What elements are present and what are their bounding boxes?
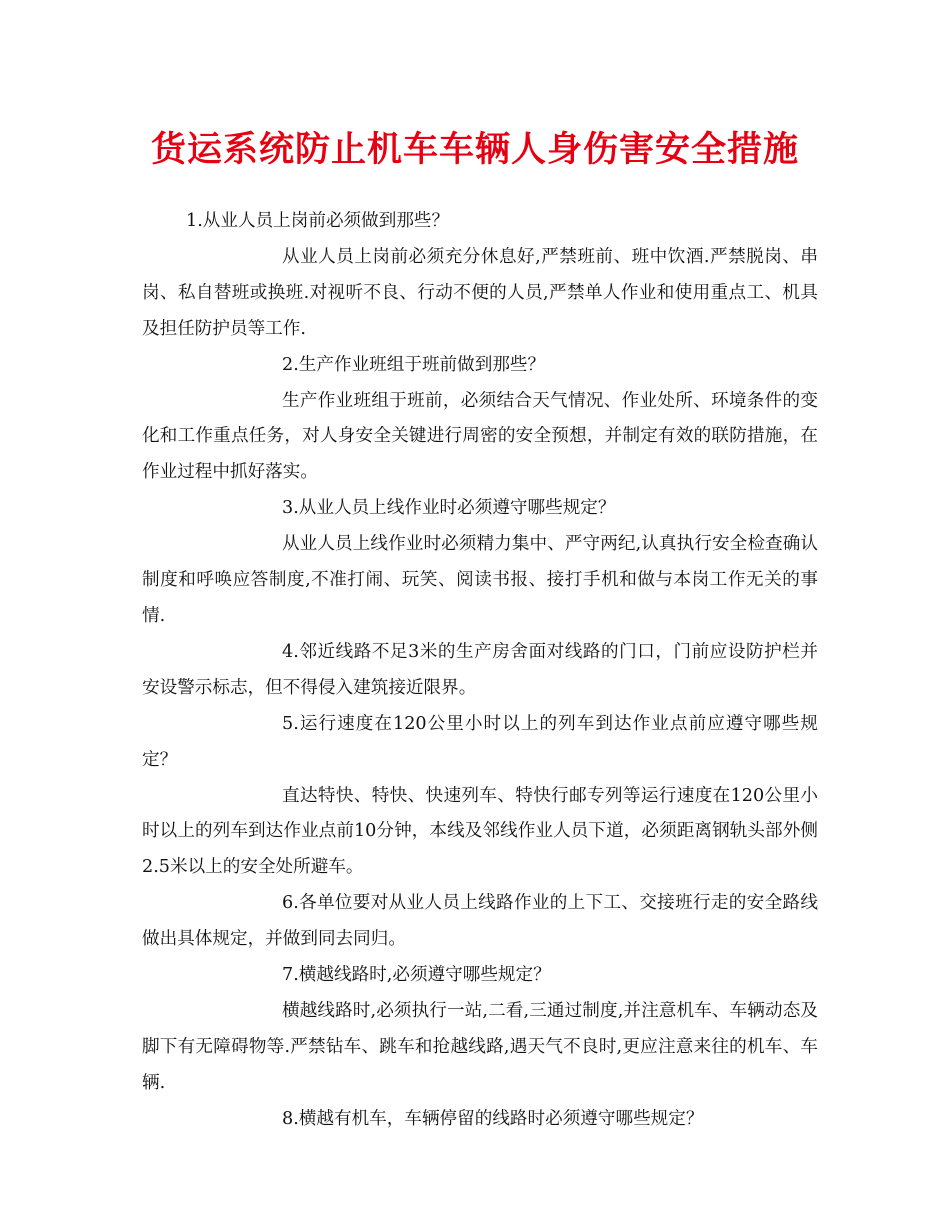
- answer-7: 横越线路时,必须执行一站,二看,三通过制度,并注意机车、车辆动态及脚下有无障碍物等.严禁钻车、跳车和抢越线路,遇天气不良时,更应注意来往的机车、车辆.: [142, 1000, 818, 1093]
- answer-5: 直达特快、特快、快速列车、特快行邮专列等运行速度在120公里小时以上的列车到达作业点前10分钟，本线及邻线作业人员下道，必须距离钢轨头部外侧2.5米以上的安全处所避车。: [142, 785, 818, 878]
- answer-2: 生产作业班组于班前，必须结合天气情况、作业处所、环境条件的变化和工作重点任务，对人身安全关键进行周密的安全预想，并制定有效的联防措施，在作业过程中抓好落实。: [142, 390, 818, 483]
- item-4: 4.邻近线路不足3米的生产房舍面对线路的门口，门前应设防护栏并安设警示标志，但不得侵入建筑接近限界。: [142, 641, 818, 698]
- document-body: [142, 204, 818, 1138]
- answer-3: 从业人员上线作业时必须精力集中、严守两纪,认真执行安全检查确认制度和呼唤应答制度,不准打闹、玩笑、阅读书报、接打手机和做与本岗工作无关的事情.: [142, 534, 818, 626]
- question-1: 1.从业人员上岗前必须做到那些？: [186, 211, 450, 231]
- item-6: 6.各单位要对从业人员上线路作业的上下工、交接班行走的安全路线做出具体规定，并做到同去同归。: [142, 893, 818, 950]
- answer-1: 从业人员上岗前必须充分休息好,严禁班前、班中饮酒.严禁脱岗、串岗、私自替班或换班.对视听不良、行动不便的人员,严禁单人作业和使用重点工、机具及担任防护员等工作.: [142, 246, 818, 339]
- question-7: 7.横越线路时,必须遵守哪些规定？: [282, 965, 551, 986]
- question-2: 2.生产作业班组于班前做到那些？: [282, 354, 546, 375]
- question-8: 8.横越有机车，车辆停留的线路时必须遵守哪些规定？: [282, 1108, 704, 1129]
- document-title: 货运系统防止机车车辆人身伤害安全措施: [150, 129, 799, 170]
- question-3: 3.从业人员上线作业时必须遵守哪些规定？: [282, 498, 616, 519]
- question-5: 5.运行速度在120公里小时以上的列车到达作业点前应遵守哪些规定？: [142, 713, 818, 770]
